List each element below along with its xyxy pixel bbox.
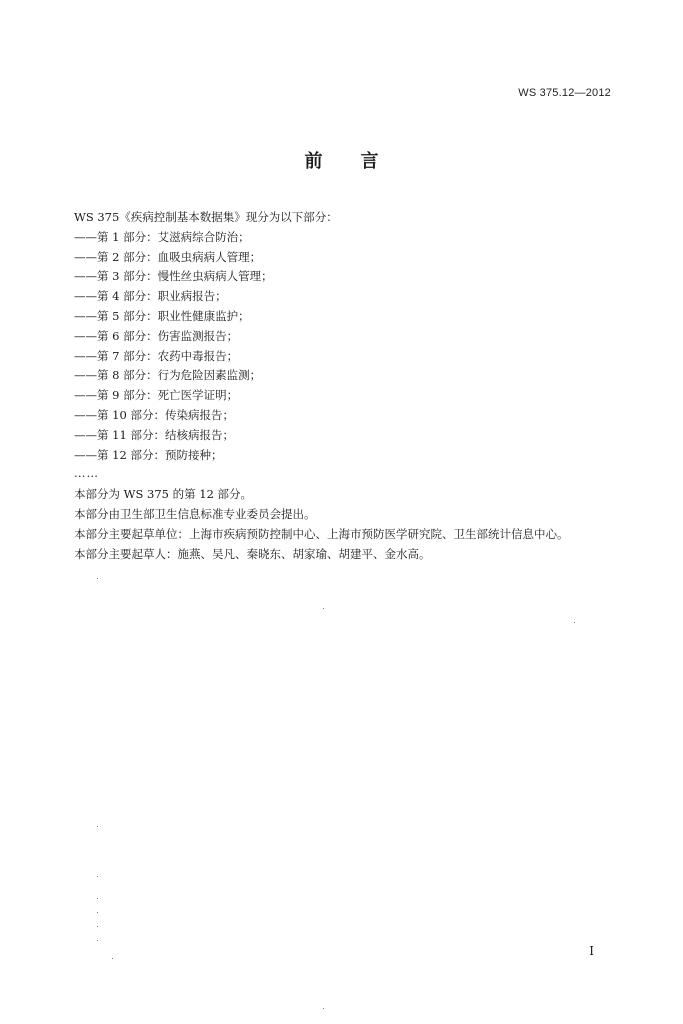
scan-speck [97, 912, 98, 913]
part-item: ——第 6 部分：伤害监测报告； [74, 328, 239, 343]
page-title: 前言 [304, 151, 417, 172]
intro-text: WS 375《疾病控制基本数据集》现分为以下部分： [74, 210, 338, 224]
standard-code: WS 375.12—2012 [518, 87, 611, 99]
part-item: ——第 2 部分：血吸虫病病人管理； [74, 249, 262, 264]
paragraph-proposer: 本部分由卫生部卫生信息标准专业委员会提出。 [74, 507, 316, 522]
scan-speck [97, 826, 98, 827]
scan-speck [323, 1008, 324, 1009]
part-item: ——第 8 部分：行为危险因素监测； [74, 368, 262, 383]
scan-speck [97, 876, 98, 877]
paragraph-part-statement: 本部分为 WS 375 的第 12 部分。 [74, 487, 253, 502]
part-item: ——第 1 部分：艾滋病综合防治； [74, 229, 250, 244]
foreword-body [74, 208, 634, 565]
parts-list [74, 228, 634, 466]
part-item: ——第 4 部分：职业病报告； [74, 289, 227, 304]
scan-speck [323, 608, 324, 609]
part-item: ——第 5 部分：职业性健康监护； [74, 308, 250, 323]
scan-speck [574, 622, 575, 623]
page-number: I [589, 944, 594, 958]
part-item: ——第 12 部分：预防接种； [74, 447, 223, 462]
scan-speck [97, 926, 98, 927]
part-item: ——第 10 部分：传染病报告； [74, 407, 234, 422]
part-item: ——第 3 部分：慢性丝虫病病人管理； [74, 269, 273, 284]
paragraph-drafters: 本部分主要起草人：施燕、吴凡、秦晓东、胡家瑜、胡建平、金水高。 [74, 546, 431, 561]
part-item: ——第 9 部分：死亡医学证明； [74, 388, 239, 403]
paragraph-drafting-units: 本部分主要起草单位：上海市疾病预防控制中心、上海市预防医学研究院、卫生部统计信息中心。 [74, 526, 569, 541]
scan-speck [97, 940, 98, 941]
scan-speck [97, 898, 98, 899]
part-item: ——第 11 部分：结核病报告； [74, 427, 234, 442]
scan-speck [112, 958, 113, 959]
scan-speck [97, 578, 98, 579]
part-item: ——第 7 部分：农药中毒报告； [74, 348, 239, 363]
ellipsis: …… [74, 466, 99, 481]
